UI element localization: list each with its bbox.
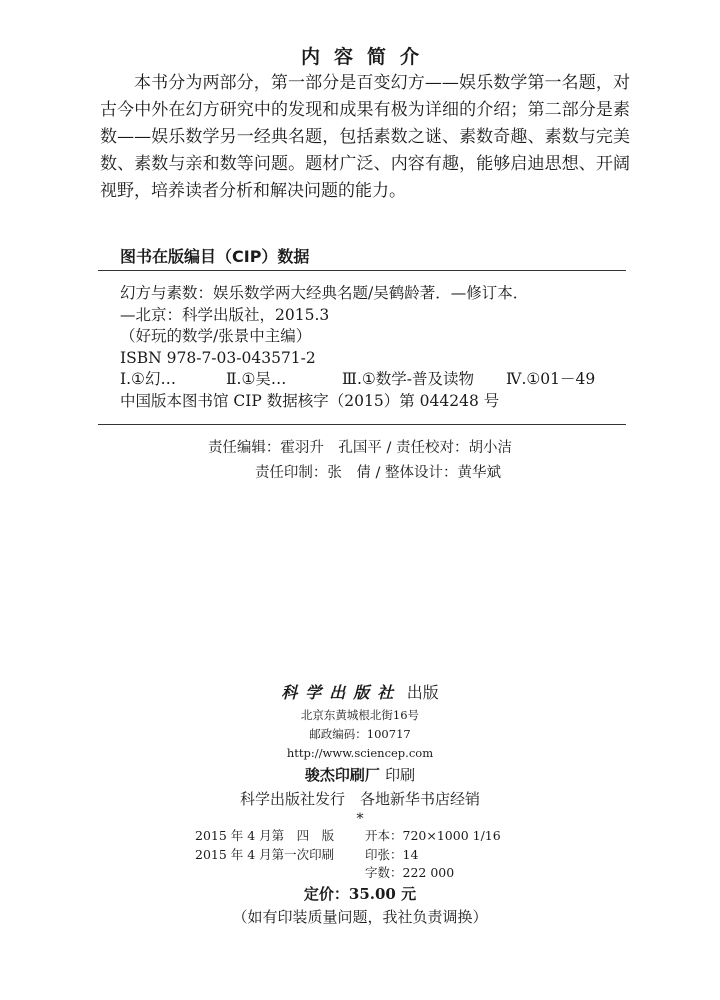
credits-production: 责任印制：张 倩 / 整体设计：黄华斌 (254, 465, 502, 481)
publisher-suffix: 出版 (406, 683, 439, 702)
price: 定价：35.00 元 (303, 884, 417, 903)
publisher-logotype: 科学出版社 (281, 683, 402, 702)
distribution-line: 科学出版社发行 各地新华书店经销 (239, 790, 480, 808)
word-count: 字数：222 000 (365, 865, 455, 880)
printer-suffix: 印刷 (385, 766, 416, 784)
separator-star: * (356, 811, 364, 827)
cip-class-2: Ⅱ.①吴… (226, 370, 287, 388)
publisher-address: 北京东黄城根北街16号 (300, 708, 420, 722)
intro-body: 本书分为两部分，第一部分是百变幻方——娱乐数学第一名题，对古今中外在幻方研究中的发现和成果有极为详细的介绍；第二部分是素数——娱乐数学另一经典名题，包括素数之谜、素数奇趣、素数与完美数、素数与亲和数等问题。题材广泛、内容有趣，能够启迪思想、开阔视野，培养读者分析和解决问题的能力。 (100, 73, 630, 201)
credits-editors: 责任编辑：霍羽升 孔国平 / 责任校对：胡小洁 (207, 440, 513, 456)
edition-info: 2015 年 4 月第 四 版 (195, 828, 335, 843)
quality-note: （如有印装质量问题，我社负责调换） (232, 907, 488, 926)
cip-class-1: Ⅰ.①幻… (120, 370, 176, 388)
cip-top-rule (98, 270, 626, 271)
sheets-info: 印张：14 (365, 846, 419, 862)
cip-publisher-line: —北京：科学出版社，2015.3 (120, 305, 330, 324)
cip-bottom-rule (98, 424, 626, 425)
printer-line (0, 763, 720, 787)
format-info: 开本：720×1000 1/16 (365, 828, 501, 843)
cip-block (120, 283, 595, 412)
cip-isbn: ISBN 978-7-03-043571-2 (120, 348, 316, 367)
printing-info: 2015 年 4 月第一次印刷 (195, 846, 335, 862)
spec-block (0, 827, 720, 883)
printer-name: 骏杰印刷厂 (304, 766, 380, 784)
publisher-line (0, 680, 720, 706)
cip-title-line: 幻方与素数：娱乐数学两大经典名题/吴鹤龄著．—修订本． (120, 284, 529, 302)
cip-series-line: （好玩的数学/张景中主编） (120, 327, 312, 345)
cip-class-3: Ⅲ.①数学-普及读物 (342, 370, 475, 388)
cip-classification (120, 369, 595, 391)
cip-record: 中国版本图书馆 CIP 数据核字（2015）第 044248 号 (120, 391, 500, 410)
cip-class-4: Ⅳ.①01－49 (506, 370, 596, 388)
publisher-postcode: 邮政编码：100717 (309, 727, 411, 741)
intro-section (100, 70, 630, 205)
intro-title: 内容简介 (300, 46, 433, 68)
credits-block (0, 436, 720, 486)
imprint-block (0, 680, 720, 929)
publisher-url: http://www.sciencep.com (286, 746, 434, 760)
cip-heading: 图书在版编目（CIP）数据 (120, 247, 310, 266)
